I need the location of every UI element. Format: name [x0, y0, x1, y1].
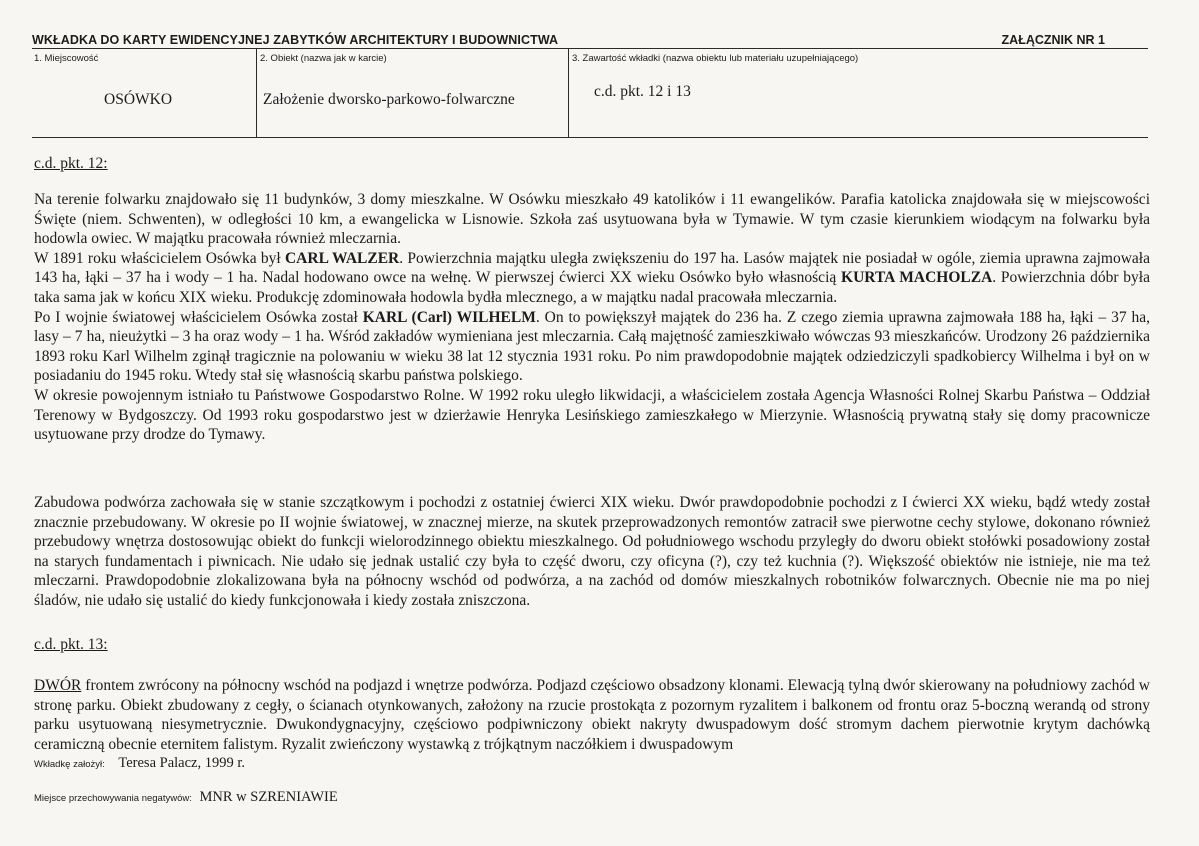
section-13-heading: c.d. pkt. 13: — [34, 636, 108, 653]
table-top-border — [32, 48, 1148, 49]
author-label: Wkładkę założył: — [34, 759, 105, 770]
form-title: WKŁADKA DO KARTY EWIDENCYJNEJ ZABYTKÓW ARCHITEKTURY I BUDOWNICTWA — [32, 33, 559, 47]
owner-name-macholz: KURTA MACHOLZA — [841, 269, 993, 287]
place-label: 1. Miejscowość — [34, 53, 99, 64]
owner-name-walzer: CARL WALZER — [284, 249, 400, 267]
paragraph-1: Na terenie folwarku znajdowało się 11 budynków, 3 domy mieszkalne. W Osówku mieszkało 49 katolików i 11 ewangelików. Parafia katolicka znajdowała się w miejscowości Święte (niem. Schwenten), w odległości 10 km, a ewangelicka w Lisnowie. Szkoła zaś usytuowana była w Tymawie. W tym czasie kierunkiem wiodącym na folwarku była hodowla owiec. W majątku pracowała również mleczarnia. — [34, 191, 1150, 248]
table-divider-2 — [568, 49, 569, 137]
section-12-body-2 — [34, 493, 1150, 611]
negatives-label: Miejsce przechowywania negatywów: — [34, 793, 192, 804]
paragraph-3 — [34, 308, 1150, 386]
author-line — [34, 755, 245, 772]
owner-name-wilhelm: KARL (Carl) WILHELM — [362, 308, 536, 326]
place-value: OSÓWKO — [104, 91, 173, 108]
paragraph-dwor — [34, 676, 1150, 754]
paragraph-3-text-b: . On to powiększył majątek do 236 ha. Z czego ziemia uprawna zajmowała 188 ha, łąki – 37 ha, lasy – 7 ha, nieużytki – 3 ha oraz wody – 1 ha. Wśród zakładów wymieniana jest mleczarnia. Całą majętność zamieszkiwało wówczas 93 mieszkańców. Urodzony 26 października 1893 roku Karl Wilhelm zginął tragicznie na polowaniu w wieku 38 lat 12 stycznia 1931 roku. Po nim prawdopodobnie majątek odziedziczyli spadkobiercy Wilhelma i był on w posiadaniu do 1945 roku. Wtedy stał się własnością skarbu państwa polskiego. — [34, 308, 1150, 385]
table-bottom-border — [32, 137, 1148, 138]
paragraph-4: W okresie powojennym istniało tu Państwowe Gospodarstwo Rolne. W 1992 roku uległo likwidacji, a właścicielem została Agencja Własności Rolnej Skarbu Państwa – Oddział Terenowy w Bydgoszczy. Od 1993 roku gospodarstwo jest w dzierżawie Henryka Lesińskiego zamieszkałego w Mierzynie. Własnością prywatną stały się domy pracownicze usytuowane przy drodze do Tymawy. — [34, 386, 1150, 444]
object-value: Założenie dworsko-parkowo-folwarczne — [263, 91, 515, 108]
paragraph-2-text-a: W 1891 roku właścicielem Osówka był — [34, 249, 285, 267]
paragraph-2 — [34, 249, 1150, 308]
dwor-lead: DWÓR — [34, 677, 82, 694]
paragraph-2-text-c: . Powierzchnia dóbr była taka sama jak w końcu XIX wieku. Produkcję zdominowała hodowla bydła mlecznego, a w majątku nadal pracowała mleczarnia. — [34, 269, 1150, 306]
negatives-line — [34, 789, 338, 806]
content-label: 3. Zawartość wkładki (nazwa obiektu lub materiału uzupełniającego) — [572, 53, 859, 64]
content-value: c.d. pkt. 12 i 13 — [594, 83, 691, 100]
table-divider-1 — [256, 49, 257, 137]
author-value: Teresa Palacz, 1999 r. — [118, 755, 245, 771]
negatives-value: MNR w SZRENIAWIE — [199, 789, 338, 805]
dwor-text: frontem zwrócony na północny wschód na podjazd i wnętrze podwórza. Podjazd częściowo obsadzony klonami. Elewacją tylną dwór skierowany na południowy zachód w stronę parku. Obiekt zbudowany z cegły, o ścianach otynkowanych, założony na rzucie prostokąta z pozornym ryzalitem i balkonem od frontu oraz 5-boczną werandą od strony parku usytuowaną niesymetrycznie. Dwukondygnacyjny, częściowo podpiwniczony obiekt nakryty dwuspadowym dość stromym dachem pierwotnie krytym dachówką ceramiczną obecnie eternitem falistym. Ryzalit zwieńczony wystawką z trójkątnym naczółkiem i dwuspadowym — [34, 677, 1150, 753]
object-label: 2. Obiekt (nazwa jak w karcie) — [260, 53, 387, 64]
section-13-body — [34, 676, 1150, 754]
section-12-body-1 — [34, 190, 1150, 445]
paragraph-2-text-b: . Powierzchnia majątku uległa zwiększeniu do 197 ha. Lasów majątek nie posiadał w ogóle, ziemia uprawna zajmowała 143 ha, łąki – 37 ha i wody – 1 ha. Nadal hodowano owce na wełnę. W pierwszej ćwierci XX wieku Osówko było własnością — [34, 249, 1150, 287]
section-12-heading: c.d. pkt. 12: — [34, 155, 108, 172]
paragraph-5: Zabudowa podwórza zachowała się w stanie szczątkowym i pochodzi z ostatniej ćwierci XIX wieku. Dwór prawdopodobnie pochodzi z I ćwierci XX wieku, bądź wtedy został znacznie przebudowany. W okresie po II wojnie światowej, w znacznej mierze, na skutek przeprowadzonych remontów zatracił swe pierwotne cechy stylowe, dokonano również przebudowy wnętrza dostosowując obiekt do funkcji wielorodzinnego obiektu mieszkalnego. Od południowego wschodu przyległy do dworu obiekt stołówki posadowiony został na starych fundamentach i piwnicach. Nie udało się jednak ustalić czy była to część dworu, czy oficyna (?), czy też kuchnia (?). Większość obiektów nie istnieje, nie ma też mleczarni. Prawdopodobnie zlokalizowana była na północny wschód od podwórza, a na zachód od domów mieszkalnych robotników folwarcznych. Obecnie nie ma po niej śladów, nie udało się ustalić do kiedy funkcjonowała i kiedy została zniszczona. — [34, 494, 1150, 609]
annex-number: ZAŁĄCZNIK NR 1 — [1001, 33, 1105, 47]
paragraph-3-text-a: Po I wojnie światowej właścicielem Osówka został — [34, 308, 363, 326]
